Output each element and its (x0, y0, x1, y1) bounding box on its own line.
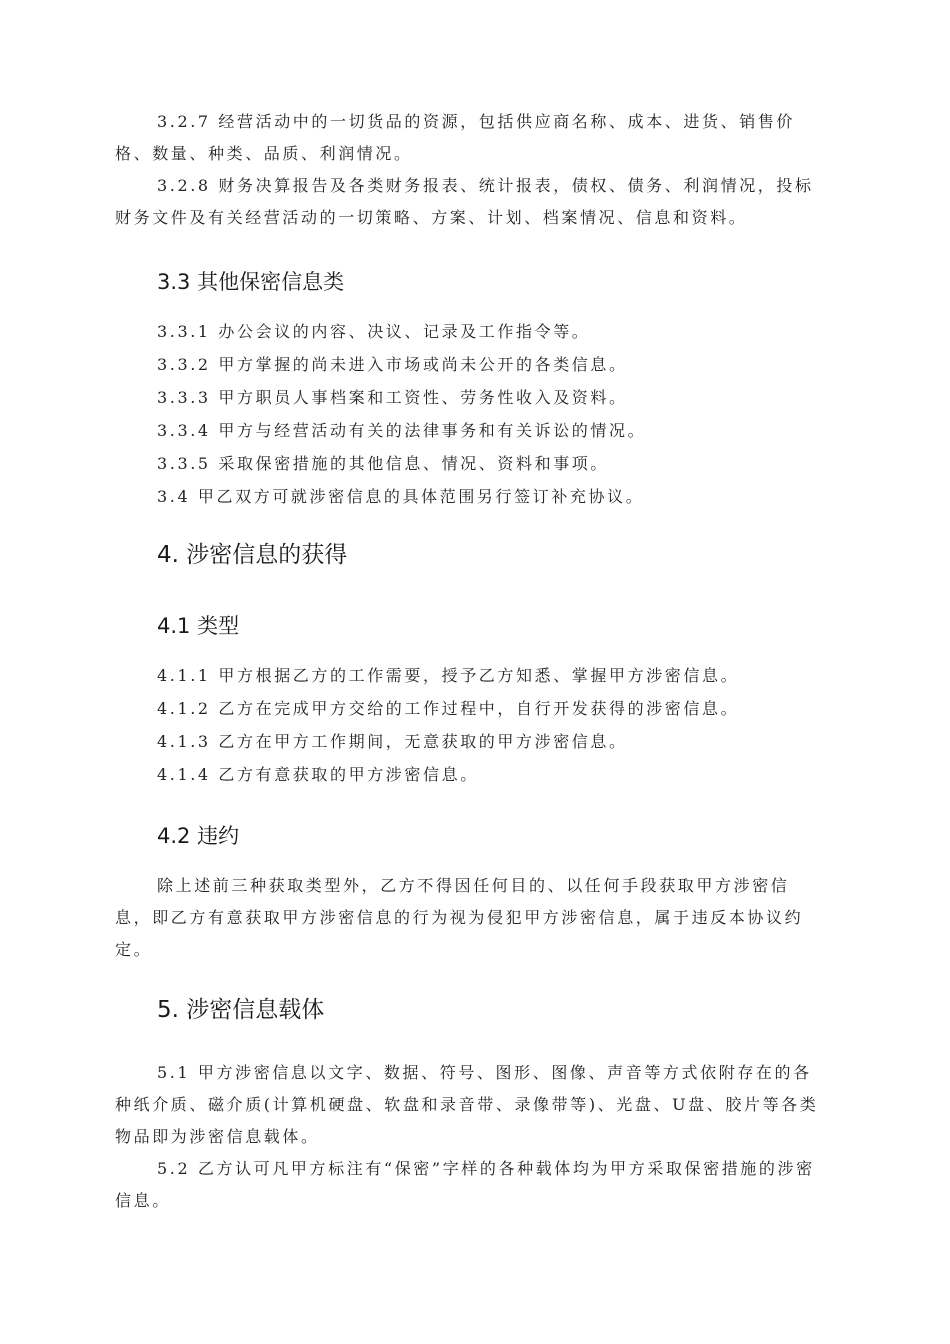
section-heading-4-2: 4.2 违约 (157, 824, 240, 848)
clause-4-1-4: 4.1.4 乙方有意获取的甲方涉密信息。 (157, 765, 479, 784)
clause-3-2-8: 3.2.8 财务决算报告及各类财务报表、统计报表，债权、债务、利润情况，投标财务文件及有关经营活动的一切策略、方案、计划、档案情况、信息和资料。 (115, 176, 814, 227)
clause-4-1-2: 4.1.2 乙方在完成甲方交给的工作过程中，自行开发获得的涉密信息。 (157, 699, 740, 718)
clause-3-3-5: 3.3.5 采取保密措施的其他信息、情况、资料和事项。 (157, 454, 609, 473)
clause-3-3-3: 3.3.3 甲方职员人事档案和工资性、劳务性收入及资料。 (157, 388, 628, 407)
clause-3-4: 3.4 甲乙双方可就涉密信息的具体范围另行签订补充协议。 (157, 487, 645, 506)
clause-4-1-3: 4.1.3 乙方在甲方工作期间，无意获取的甲方涉密信息。 (157, 732, 628, 751)
clause-3-3-4: 3.3.4 甲方与经营活动有关的法律事务和有关诉讼的情况。 (157, 421, 647, 440)
clause-3-2-7: 3.2.7 经营活动中的一切货品的资源，包括供应商名称、成本、进货、销售价格、数量、种类、品质、利润情况。 (115, 112, 795, 163)
clause-5-2: 5.2 乙方认可凡甲方标注有“保密”字样的各种载体均为甲方采取保密措施的涉密信息。 (115, 1159, 815, 1210)
clause-4-2-text: 除上述前三种获取类型外，乙方不得因任何目的、以任何手段获取甲方涉密信息，即乙方有意获取甲方涉密信息的行为视为侵犯甲方涉密信息，属于违反本协议约定。 (115, 876, 804, 959)
clause-3-3-2: 3.3.2 甲方掌握的尚未进入市场或尚未公开的各类信息。 (157, 355, 628, 374)
section-heading-4: 4. 涉密信息的获得 (157, 542, 348, 568)
section-heading-5: 5. 涉密信息载体 (157, 997, 325, 1023)
clause-4-1-1: 4.1.1 甲方根据乙方的工作需要，授予乙方知悉、掌握甲方涉密信息。 (157, 666, 740, 685)
section-heading-3-3: 3.3 其他保密信息类 (157, 270, 345, 294)
clause-5-1: 5.1 甲方涉密信息以文字、数据、符号、图形、图像、声音等方式依附存在的各种纸介质、磁介质(计算机硬盘、软盘和录音带、录像带等)、光盘、U盘、胶片等各类物品即为涉密信息载体。 (115, 1063, 819, 1146)
clause-3-3-1: 3.3.1 办公会议的内容、决议、记录及工作指令等。 (157, 322, 591, 341)
section-heading-4-1: 4.1 类型 (157, 614, 240, 638)
